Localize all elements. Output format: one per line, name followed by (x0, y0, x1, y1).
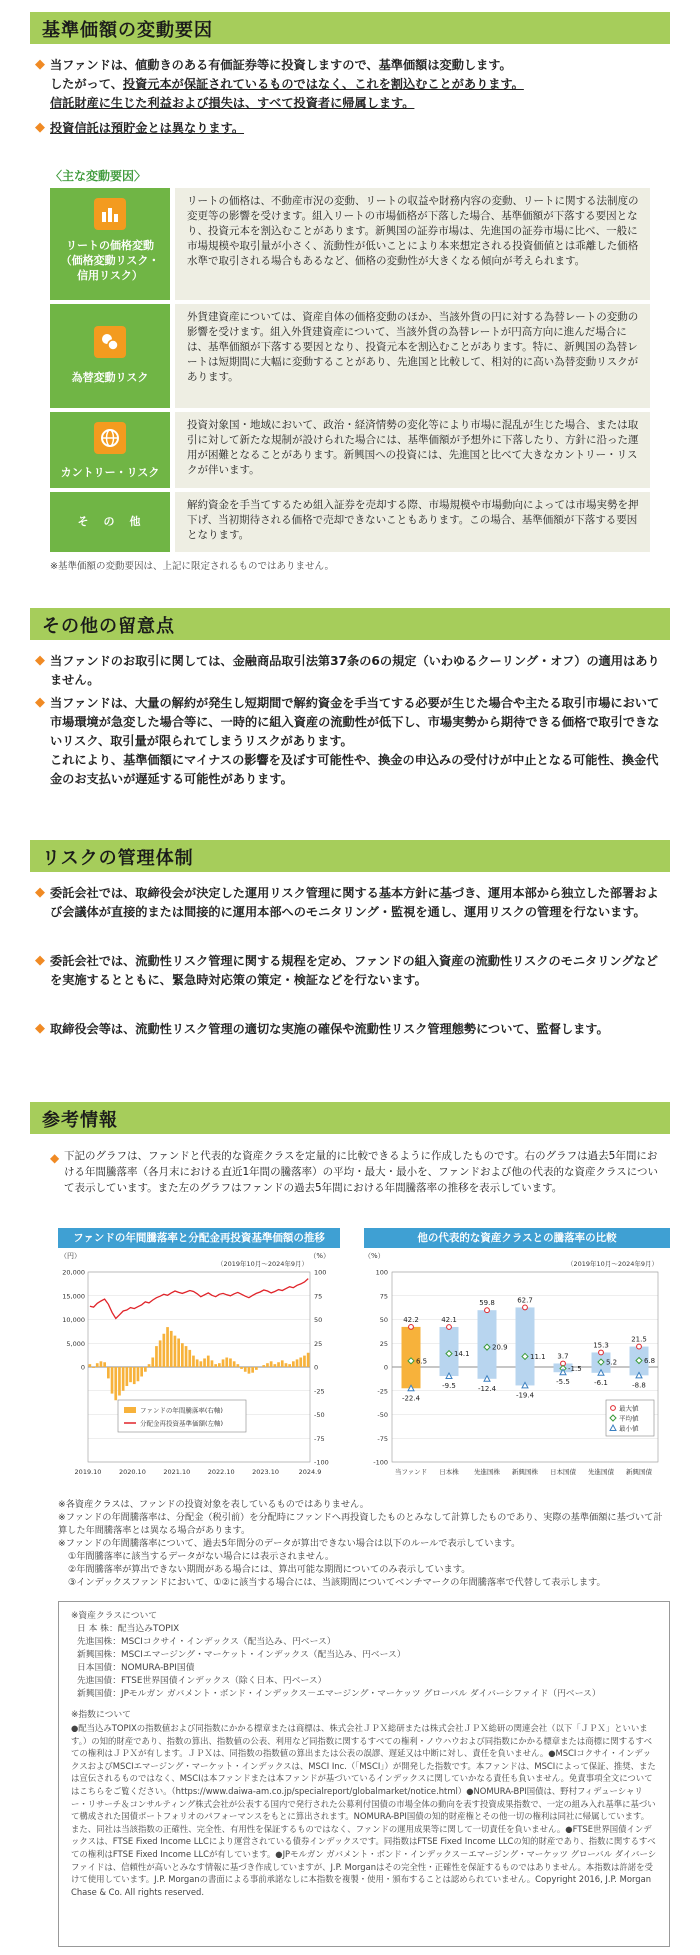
min-value-label: -6.1 (594, 1378, 608, 1387)
return-bar (129, 1367, 132, 1382)
factors-note: ※基準価額の変動要因は、上記に限定されるものではありません。 (50, 561, 335, 572)
return-bar (248, 1367, 251, 1374)
chart1-left-unit: （円） (60, 1252, 81, 1260)
category-label: 先進国債 (588, 1468, 614, 1476)
return-bar (137, 1367, 140, 1381)
max-value-label: 21.5 (631, 1335, 647, 1344)
return-bar (240, 1367, 243, 1369)
return-bar (103, 1362, 106, 1367)
category-label: 先進国株 (474, 1468, 500, 1476)
y-tick-label: 50 (379, 1316, 388, 1324)
left-tick-label: 15,000 (62, 1292, 85, 1301)
return-bar (155, 1346, 158, 1367)
main-factors-heading: 〈主な変動要因〉 (50, 169, 147, 183)
avg-value-label: 20.9 (492, 1343, 508, 1352)
return-bar (122, 1367, 125, 1391)
return-bar (274, 1364, 277, 1367)
section-title: 基準価額の変動要因 (42, 20, 213, 41)
bullet-board-supervision: ◆ 取締役会等は、流動性リスク管理の適切な実施の確保や流動性リスク管理態勢について、監督します。 (35, 1021, 609, 1036)
diamond-icon: ◆ (35, 1021, 45, 1036)
right-tick-label: -25 (314, 1387, 325, 1396)
diamond-icon: ◆ (35, 953, 45, 968)
return-bar (114, 1367, 117, 1400)
diamond-icon: ◆ (50, 1151, 60, 1165)
min-value-label: -5.5 (556, 1378, 570, 1387)
y-tick-label: -25 (377, 1387, 388, 1396)
footnote: ※ファンドの年間騰落率は、分配金（税引前）を分配時にファンドへ再投資したものとみなして計算したものであり、実際の基準価額に基づいて計算した年間騰落率とは異なる場合があります。 (58, 1512, 663, 1536)
y-tick-label: 0 (383, 1363, 388, 1372)
category-label: 新興国債 (626, 1468, 652, 1476)
return-bar (281, 1360, 284, 1367)
min-value-label: -9.5 (442, 1382, 456, 1391)
x-tick-label: 2021.10 (163, 1468, 191, 1476)
return-bar (218, 1363, 221, 1367)
return-bar (270, 1361, 273, 1367)
nav-return-chart (58, 1250, 340, 1490)
legend-label: 分配金再投資基準価額(左軸) (140, 1419, 224, 1428)
right-tick-label: -100 (314, 1458, 329, 1467)
bullet-price-fluctuation: ◆ 当ファンドは、値動きのある有価証券等に投資しますので、基準価額は変動します。 したがって、投資元本が保証されているものではなく、これを割込むことがあります。 信託財産に生じた利益および損失は、すべて投資者に帰属します。 (35, 57, 524, 110)
risk-row-other: そ の 他 解約資金を手当てするため組入証券を売却する際、市場規模や市場動向によっては市場実勢を押下げ、当初期待される価格で売却できないこともあります。この場合、基準価額が下落する要因となります。 (50, 492, 650, 552)
max-value-label: 42.2 (403, 1315, 419, 1324)
chart1-bg (58, 1250, 340, 1490)
return-bar (296, 1359, 299, 1367)
return-bar (174, 1336, 177, 1367)
return-bar (237, 1364, 240, 1367)
return-bar (288, 1364, 291, 1367)
y-tick-label: 25 (379, 1339, 388, 1348)
y-tick-label: 100 (375, 1268, 388, 1277)
chart1-title: ファンドの年間騰落率と分配金再投資基準価額の推移 (58, 1228, 340, 1248)
bullet-cooling-off: ◆ 当ファンドのお取引に関しては、金融商品取引法第37条の6の規定（いわゆるクーリング・オフ）の適用はありません。 (35, 653, 660, 687)
return-bar (207, 1356, 210, 1367)
right-tick-label: -50 (314, 1411, 325, 1419)
return-bar (203, 1358, 206, 1367)
avg-value-label: 5.2 (606, 1358, 618, 1367)
section-title: リスクの管理体制 (42, 848, 194, 869)
avg-value-label: 6.5 (416, 1357, 428, 1366)
return-bar (211, 1360, 214, 1367)
return-bar (166, 1327, 169, 1367)
chart2-unit: （%） (364, 1252, 385, 1260)
return-bar (96, 1363, 99, 1367)
max-marker (409, 1325, 414, 1330)
risk-text: 外貨建資産については、資産自体の価格変動のほか、当該外貨の円に対する為替レートの変動の影響を受けます。組入外貨建資産について、当該外貨の為替レートが円高方向に進んだ場合には、基準価額が下落する要因となり、投資元本を割込むことがあります。特に、新興国の為替レートは短期間に大幅に変動することがあり、先進国と比較して、相対的に高い為替変動リスクがあります。 (175, 304, 650, 408)
return-bar (111, 1367, 114, 1394)
diamond-icon: ◆ (35, 120, 45, 135)
range-bar (516, 1307, 535, 1385)
footnote: ②年間騰落率が算出できない期間がある場合には、算出可能な期間についてのみ表示しています。 (68, 1564, 471, 1575)
legend-label: ファンドの年間騰落率(右軸) (140, 1406, 223, 1415)
section-header-volatility (30, 12, 670, 44)
left-tick-label: 5,000 (66, 1339, 85, 1348)
currency-exchange-icon (94, 326, 126, 358)
legend-label: 最小値 (619, 1424, 639, 1433)
return-bar (244, 1367, 247, 1372)
return-bar (255, 1367, 258, 1370)
x-tick-label: 2022.10 (207, 1468, 235, 1476)
return-bar (118, 1367, 121, 1396)
max-value-label: 15.3 (593, 1341, 609, 1350)
return-bar (303, 1356, 306, 1367)
return-bar (148, 1364, 151, 1367)
right-tick-label: 0 (314, 1363, 319, 1372)
left-tick-label: 10,000 (62, 1316, 85, 1324)
return-bar (144, 1367, 147, 1372)
section-header-other-notes (30, 608, 670, 640)
footnote: ①年間騰落率に該当するデータがない場合には表示されません。 (68, 1551, 335, 1562)
return-bar (181, 1343, 184, 1367)
avg-value-label: -1.5 (568, 1364, 582, 1373)
min-value-label: -12.4 (477, 1384, 497, 1393)
return-bar (192, 1356, 195, 1367)
category-label: 当ファンド (394, 1468, 428, 1476)
return-bar (225, 1358, 228, 1368)
legend-label: 最大値 (619, 1404, 639, 1413)
return-bar (159, 1340, 162, 1367)
avg-value-label: 6.8 (644, 1357, 656, 1366)
max-marker (637, 1344, 642, 1349)
diamond-icon: ◆ (35, 653, 45, 668)
max-marker (485, 1308, 490, 1313)
bullet-liquidity-rules: ◆ 委託会社では、流動性リスク管理に関する規程を定め、ファンドの組入資産の流動性リスクのモニタリングなどを実施するとともに、緊急時対応策の策定・検証などを行ないます。 (35, 953, 658, 987)
return-bar (133, 1367, 136, 1384)
diamond-icon: ◆ (35, 695, 45, 710)
chart1-right-unit: （%） (309, 1252, 330, 1260)
bullet-not-deposit: ◆ 投資信託は預貯金とは異なります。 (35, 120, 245, 135)
return-bar (170, 1331, 173, 1367)
diamond-icon: ◆ (35, 885, 45, 900)
max-value-label: 62.7 (517, 1296, 533, 1305)
return-bar (196, 1359, 199, 1367)
right-tick-label: -75 (314, 1434, 325, 1443)
return-bar (277, 1362, 280, 1367)
legend-swatch-return (124, 1407, 136, 1413)
chart2-title: 他の代表的な資産クラスとの騰落率の比較 (364, 1228, 670, 1248)
y-tick-label: 75 (379, 1292, 388, 1301)
globe-icon (94, 422, 126, 454)
max-value-label: 59.8 (479, 1299, 495, 1308)
return-bar (292, 1361, 295, 1367)
return-bar (251, 1367, 254, 1373)
left-tick-label: 0 (80, 1363, 85, 1372)
right-tick-label: 100 (314, 1268, 327, 1277)
legend-label: 平均値 (619, 1414, 639, 1423)
return-bar (107, 1367, 110, 1378)
max-value-label: 42.1 (441, 1316, 457, 1325)
return-bar (229, 1358, 232, 1367)
risk-row-country: カントリー・リスク 投資対象国・地域において、政治・経済情勢の変化等により市場に混乱が生じた場合、または取引に対して新たな規制が設けられた場合には、基準価額が予想外に下落したり、方針に沿った運用が困難となることがあります。新興国への投資には、先進国と比べて大きなカントリー・リスクが伴います。 (50, 412, 650, 488)
return-bar (140, 1367, 143, 1377)
x-tick-label: 2019.10 (74, 1468, 102, 1476)
risk-row-fx: 為替変動リスク 外貨建資産については、資産自体の価格変動のほか、当該外貨の円に対する為替レートの変動の影響を受けます。組入外貨建資産について、当該外貨の為替レートが円高方向に進んだ場合には、基準価額が下落する要因となり、投資元本を割込むことがあります。特に、新興国の為替レートは短期間に大幅に変動することがあり、先進国と比較して、相対的に高い為替変動リスクがあります。 (50, 304, 650, 408)
y-tick-label: -100 (373, 1458, 388, 1467)
return-bar (100, 1361, 103, 1367)
return-bar (285, 1363, 288, 1367)
section-title: 参考情報 (42, 1110, 118, 1131)
footnote: ③インデックスファンドにおいて、①②に該当する場合には、当該期間についてベンチマークの年間騰落率で代替して表示します。 (68, 1577, 606, 1588)
max-marker (599, 1350, 604, 1355)
return-bar (163, 1334, 166, 1367)
return-bar (89, 1364, 92, 1367)
min-value-label: -8.8 (632, 1381, 646, 1390)
x-tick-label: 2020.10 (118, 1468, 146, 1476)
asset-class-comparison-chart (358, 1250, 670, 1490)
return-bar (177, 1339, 180, 1368)
section-title: その他の留意点 (42, 616, 175, 637)
left-tick-label: 20,000 (62, 1268, 85, 1277)
avg-value-label: 14.1 (454, 1350, 470, 1359)
return-bar (200, 1361, 203, 1367)
return-bar (299, 1358, 302, 1368)
chart2-period: （2019年10月～2024年9月） (567, 1260, 658, 1268)
category-label: 日本株 (439, 1468, 459, 1476)
right-tick-label: 75 (314, 1292, 323, 1301)
return-bar (222, 1359, 225, 1367)
return-bar (188, 1350, 191, 1367)
avg-value-label: 11.1 (530, 1352, 546, 1361)
reference-intro: ◆ 下記のグラフは、ファンドと代表的な資産クラスを定量的に比較できるように作成したものです。右のグラフは過去5年間における年間騰落率（各月末における直近1年間の騰落率）の平均・最大・最小を、ファンドおよび他の代表的な資産クラスについて表示しています。また左のグラフはファンドの過去5年間における年間騰落率の推移を表示しています。 (50, 1150, 658, 1194)
return-bar (262, 1365, 265, 1367)
section-header-risk-management (30, 840, 670, 872)
return-bar (214, 1364, 217, 1367)
footnote: ※ファンドの年間騰落率について、過去5年間分のデータが算出できない場合は以下のルールで表示しています。 (58, 1538, 521, 1549)
bullet-liquidity: ◆ 当ファンドは、大量の解約が発生し短期間で解約資金を手当てする必要が生じた場合や主たる取引市場において市場環境が急変した場合等に、一時的に組入資産の流動性が低下し、市場実勢から期待できる価格で取引できないリスク、取引量が限られてしまうリスクがあります。 これにより、基準価額にマイナスの影響を及ぼす可能性や、換金の申込みの受付けが中止となる可能性、換金代金のお支払いが遅延する可能性があります。 (35, 695, 660, 786)
right-tick-label: 50 (314, 1316, 323, 1324)
building-chart-icon (94, 198, 126, 230)
right-tick-label: 25 (314, 1339, 323, 1348)
max-marker (523, 1305, 528, 1310)
return-bar (266, 1363, 269, 1367)
chart1-period: （2019年10月～2024年9月） (217, 1260, 308, 1268)
risk-row-reit: リートの価格変動 （価格変動リスク・ 信用リスク） リートの価格は、不動産市況の変動、リートの収益や財務内容の変動、リートに関する法制度の変更等の影響を受けます。組入リートの市場価格が下落した場合、基準価額が下落する要因となり、投資元本を割込むことがあります。新興国の証券市場は、先進国の証券市場に比べ、一般に市場規模や取引量が小さく、流動性が低いことにより本来想定される投資価値とは乖離した価格水準で取引される場合もあるなど、価格の変動性が大きくなる傾向が考えられます。 (50, 188, 650, 300)
max-value-label: 3.7 (557, 1352, 569, 1361)
risk-text: リートの価格は、不動産市況の変動、リートの収益や財務内容の変動、リートに関する法制度の変更等の影響を受けます。組入リートの市場価格が下落した場合、基準価額が下落する要因となり、投資元本を割込むことがあります。新興国の証券市場は、先進国の証券市場に比べ、一般に市場規模や取引量が小さく、流動性が低いことにより本来想定される投資価値とは乖離した価格水準で取引される場合もあるなど、価格の変動性が大きくなる傾向が考えられます。 (175, 188, 650, 300)
index-disclaimer-box: ※資産クラスについて 日 本 株：配当込みTOPIX 先進国株：MSCIコクサイ・インデックス（配当込み、円ベース） 新興国株：MSCIエマージング・マーケット・インデックス（配当込み、円ベース） 日本国債：NOMURA-BPI国債 先進国債：FTSE世界国債インデックス（除く日本、円ベース） 新興国債：JPモルガン ガバメント・ボンド・インデックス－エマージング・マーケッツ グローバル ダイバーシファイド（円ベース） ※指数について ●配当込みTOPIXの指数値および同指数にかかる標章または商標は、株式会社ＪＰＸ総研または株式会社ＪＰＸ総研の関連会社（以下「ＪＰＸ」といいます。）の知的財産であり、指数の算出、指数値の公表、利用など同指数に関するすべての権利・ノウハウおよび同指数にかかる標章または商標に関するすべての権利はＪＰＸが有します。ＪＰＸは、同指数の指数値の算出または公表の誤謬、遅延又は中断に対し、責任を負いません。●MSCIコクサイ・インデックスおよびMSCIエマージング・マーケット・インデックスは、MSCI Inc.（「MSCI」）が開発した指数です。本ファンドは、MSCIによって保証、推奨、または宣伝されるものではなく、MSCIは本ファンドまたは本ファンドが基づいているインデックスに関していかなる責任も負いません。免責事項全文についてはこちらをご覧ください。（https://www.daiwa-am.co.jp/specialreport/globalmarket/notice.html）●NOMURA-BPI国債は、野村フィデューシャリー・リサーチ＆コンサルティング株式会社が公表する国内で発行された公募利付国債の市場全体の動向を表す投資成果指数で、一定の組み入れ基準に基づいて構成された国債ポートフォリオのパフォーマンスをもとに算出されます。NOMURA-BPI国債の知的財産権とその他一切の権利は同社に帰属しています。また、同社は当該指数の正確性、完全性、有用性を保証するものではなく、ファンドの運用成果等に関して一切責任を負いません。●FTSE世界国債インデックスは、FTSE Fixed Income LLCにより運営されている債券インデックスです。同指数はFTSE Fixed Income LLCの知的財産であり、指数に関するすべての権利はFTSE Fixed Income LLCが有しています。●JPモルガン ガバメント・ボンド・インデックス－エマージング・マーケッツ グローバル ダイバーシファイドは、信頼性が高いとみなす情報に基づき作成していますが、J.P. Morganはその完全性・正確性を保証するものではありません。本指数は許諾を受けて使用しています。J.P. Morganの書面による事前承諾なしに本指数を複製・使用・頒布することは認められていません。Copyright 2016, J.P. Morgan Chase & Co. All rights reserved. (58, 1601, 670, 1947)
max-marker (447, 1325, 452, 1330)
min-value-label: -22.4 (401, 1394, 421, 1403)
y-tick-label: -50 (377, 1411, 388, 1419)
legend-max-marker (611, 1406, 616, 1411)
risk-text: 解約資金を手当てするため組入証券を売却する際、市場規模や市場動向によっては市場実勢を押下げ、当初期待される価格で売却できないこともあります。この場合、基準価額が下落する要因となります。 (175, 492, 650, 552)
risk-text: 投資対象国・地域において、政治・経済情勢の変化等により市場に混乱が生じた場合、または取引に対して新たな規制が設けられた場合には、基準価額が予想外に下落したり、方針に沿った運用が困難となることがあります。新興国への投資には、先進国と比べて大きなカントリー・リスクが伴います。 (175, 412, 650, 488)
return-bar (151, 1358, 154, 1368)
x-tick-label: 2023.10 (252, 1468, 280, 1476)
return-bar (233, 1361, 236, 1367)
bullet-risk-policy: ◆ 委託会社では、取締役会が決定した運用リスク管理に関する基本方針に基づき、運用本部から独立した部署および会議体が直接的または間接的に運用本部へのモニタリング・監視を通し、運用リスクの管理を行ないます。 (35, 885, 659, 919)
return-bar (185, 1346, 188, 1367)
y-tick-label: -75 (377, 1434, 388, 1443)
footnote: ※各資産クラスは、ファンドの投資対象を表しているものではありません。 (58, 1499, 369, 1510)
x-tick-label: 2024.9 (298, 1468, 322, 1476)
return-bar (126, 1367, 129, 1386)
return-bar (92, 1367, 95, 1368)
category-label: 新興国株 (512, 1468, 538, 1476)
min-value-label: -19.4 (515, 1391, 535, 1400)
return-bar (307, 1353, 310, 1367)
category-label: 日本国債 (550, 1468, 576, 1476)
section-header-reference (30, 1102, 670, 1134)
diamond-icon: ◆ (35, 57, 45, 72)
